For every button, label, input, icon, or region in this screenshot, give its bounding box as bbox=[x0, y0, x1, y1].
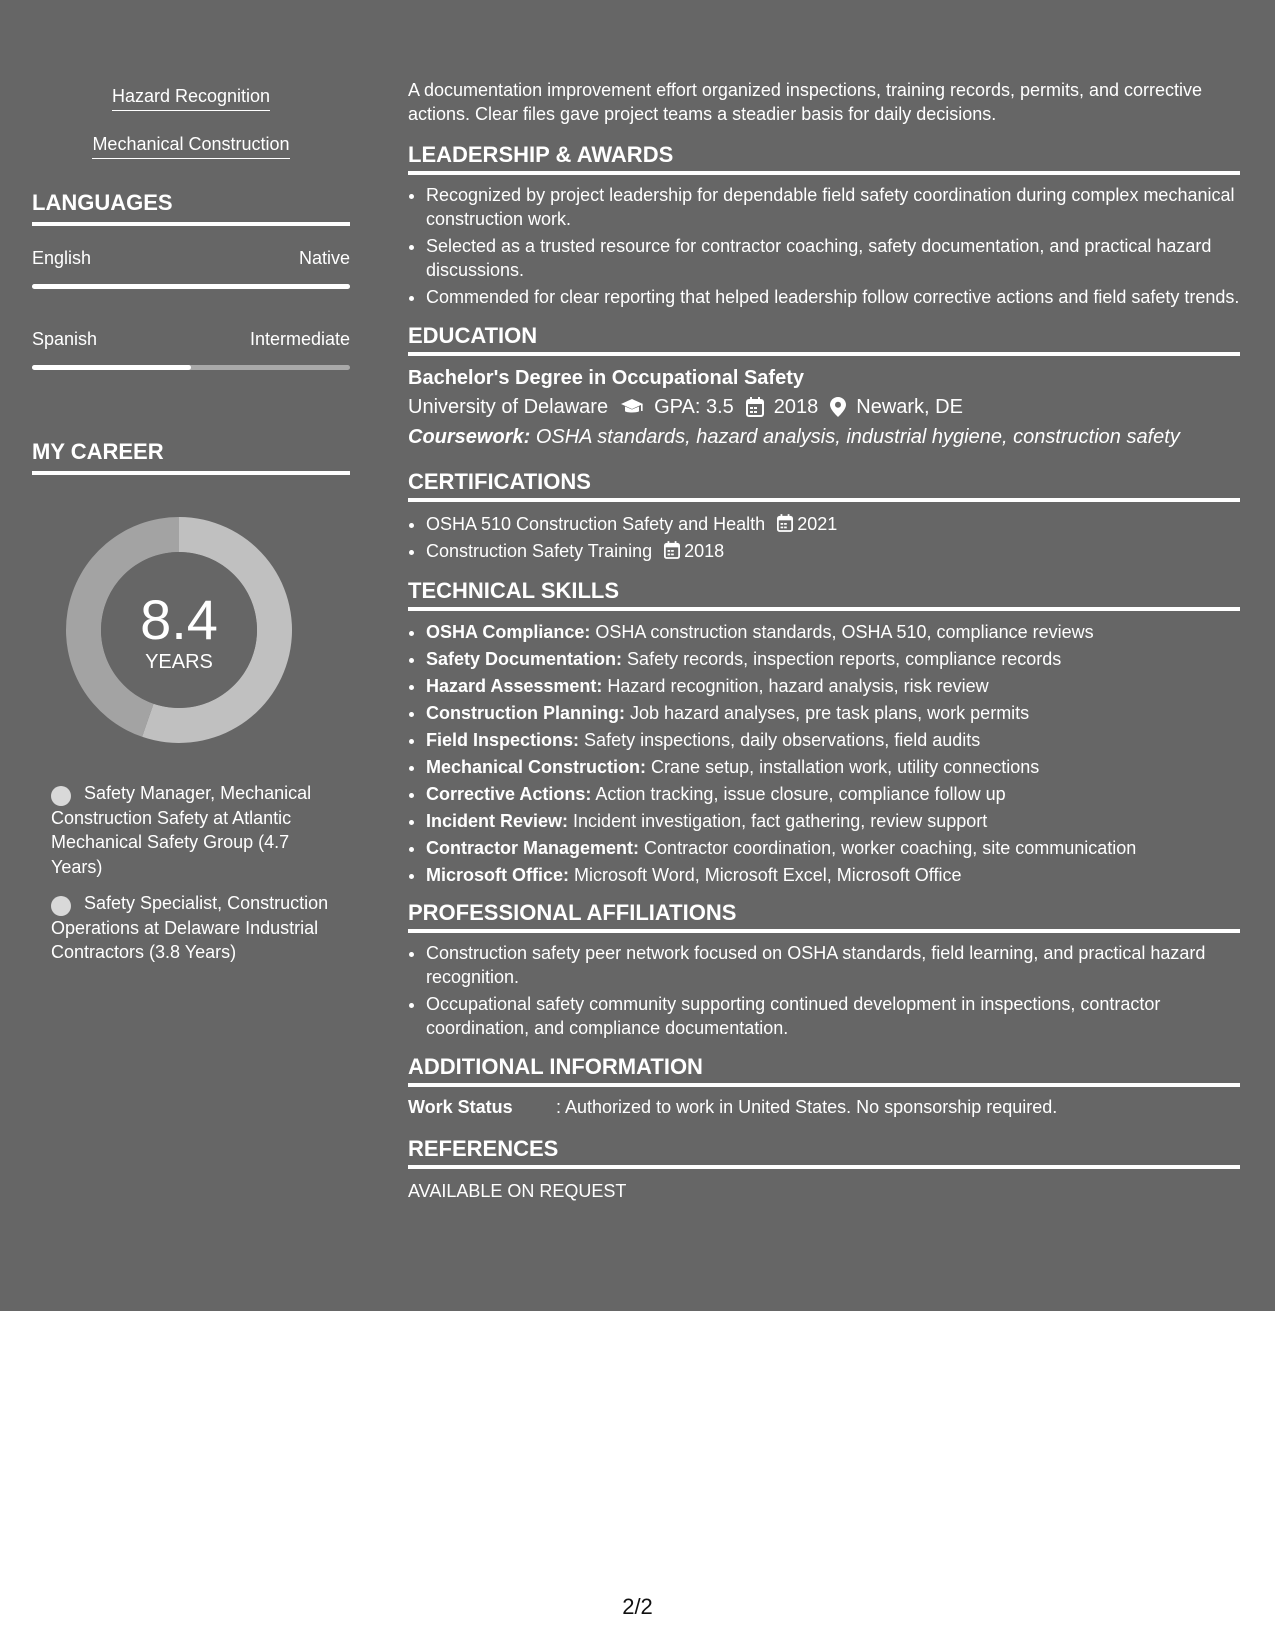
skill-value: OSHA construction standards, OSHA 510, compliance reviews bbox=[595, 622, 1094, 642]
affiliation-item: • Construction safety peer network focused on OSHA standards, field learning, and practical hazard recognition. bbox=[426, 941, 1240, 989]
skill-label: Construction Planning: bbox=[426, 703, 625, 723]
language-proficiency-fill bbox=[32, 284, 350, 289]
skill-label: Incident Review: bbox=[426, 811, 569, 831]
leadership-item: • Selected as a trusted resource for contractor coaching, safety documentation, and practical hazard discussions. bbox=[426, 234, 1240, 282]
education-school: University of Delaware bbox=[408, 396, 609, 418]
section-title: PROFESSIONAL AFFILIATIONS bbox=[408, 899, 1240, 933]
education-location: Newark, DE bbox=[856, 396, 963, 418]
leadership-item: • Recognized by project leadership for dependable field safety coordination during complex mechanical construction work. bbox=[426, 183, 1240, 231]
language-item bbox=[32, 327, 350, 370]
skill-label: Microsoft Office: bbox=[426, 865, 570, 885]
skill-tag: Mechanical Construction bbox=[92, 132, 289, 159]
skill-value: Safety inspections, daily observations, field audits bbox=[584, 730, 981, 750]
work-status-row bbox=[408, 1095, 1240, 1119]
leadership-item: • Commended for clear reporting that helped leadership follow corrective actions and field safety trends. bbox=[426, 285, 1240, 309]
references-section bbox=[408, 1135, 1240, 1203]
certification-item bbox=[426, 539, 1240, 563]
skills-tags bbox=[32, 84, 350, 159]
calendar-icon bbox=[664, 541, 680, 559]
skill-item bbox=[426, 782, 1240, 806]
career-years-value: 8.4 bbox=[140, 588, 218, 651]
career-item-text: Safety Specialist, Construction Operations at Delaware Industrial Contractors (3.8 Years) bbox=[51, 893, 329, 962]
skill-label: OSHA Compliance: bbox=[426, 622, 591, 642]
affiliations-section bbox=[408, 899, 1240, 1040]
skill-label: Mechanical Construction: bbox=[426, 757, 647, 777]
skill-label: Field Inspections: bbox=[426, 730, 580, 750]
coursework-label: Coursework: bbox=[408, 426, 531, 448]
skill-value: Contractor coordination, worker coaching, site communication bbox=[644, 838, 1137, 858]
language-proficiency-fill bbox=[32, 365, 191, 370]
additional-info-section bbox=[408, 1053, 1240, 1119]
section-title: REFERENCES bbox=[408, 1135, 1240, 1169]
skill-item bbox=[426, 809, 1240, 833]
summary-text: A documentation improvement effort organized inspections, training records, permits, and corrective actions. Clear files gave project teams a steadier basis for daily decisions. bbox=[408, 80, 1203, 124]
skill-label: Hazard Assessment: bbox=[426, 676, 603, 696]
skill-tag: Hazard Recognition bbox=[112, 84, 270, 111]
career-years-unit: YEARS bbox=[145, 651, 213, 673]
education-details bbox=[408, 392, 1240, 422]
skill-value: Action tracking, issue closure, compliance follow up bbox=[595, 784, 1006, 804]
skill-label: Corrective Actions: bbox=[426, 784, 592, 804]
skill-value: Job hazard analyses, pre task plans, work permits bbox=[630, 703, 1030, 723]
career-heading: MY CAREER bbox=[32, 438, 350, 475]
section-title: LEADERSHIP & AWARDS bbox=[408, 141, 1240, 175]
language-proficiency-bar bbox=[32, 365, 350, 370]
skill-item bbox=[426, 755, 1240, 779]
section-title: CERTIFICATIONS bbox=[408, 468, 1240, 502]
language-item bbox=[32, 246, 350, 289]
section-title: TECHNICAL SKILLS bbox=[408, 577, 1240, 611]
education-year: 2018 bbox=[773, 396, 819, 418]
education-degree: Bachelor's Degree in Occupational Safety bbox=[408, 367, 804, 389]
section-title: ADDITIONAL INFORMATION bbox=[408, 1053, 1240, 1087]
leadership-section bbox=[408, 141, 1240, 309]
skill-item bbox=[426, 620, 1240, 644]
language-name: Spanish bbox=[32, 329, 98, 349]
languages-heading: LANGUAGES bbox=[32, 189, 350, 226]
graduation-cap-icon bbox=[620, 398, 644, 416]
language-level: Native bbox=[298, 248, 350, 268]
calendar-icon bbox=[746, 397, 764, 417]
references-text: AVAILABLE ON REQUEST bbox=[408, 1181, 627, 1201]
language-level: Intermediate bbox=[249, 329, 350, 349]
certification-year: 2021 bbox=[797, 514, 838, 534]
section-title: EDUCATION bbox=[408, 322, 1240, 356]
skill-item bbox=[426, 728, 1240, 752]
language-proficiency-bar bbox=[32, 284, 350, 289]
career-dot-icon bbox=[51, 896, 71, 916]
work-status-label: Work Status bbox=[408, 1097, 513, 1117]
skill-value: Microsoft Word, Microsoft Excel, Microsoft Office bbox=[574, 865, 962, 885]
certifications-section bbox=[408, 468, 1240, 563]
certification-name: Construction Safety Training bbox=[426, 541, 653, 561]
main-content bbox=[408, 78, 1240, 1203]
skill-label: Safety Documentation: bbox=[426, 649, 623, 669]
career-dot-icon bbox=[51, 786, 71, 806]
career-list bbox=[32, 781, 350, 965]
career-section bbox=[32, 438, 350, 965]
sidebar bbox=[32, 84, 350, 977]
skill-value: Crane setup, installation work, utility connections bbox=[651, 757, 1040, 777]
career-donut-chart bbox=[66, 517, 292, 743]
education-coursework bbox=[408, 422, 1240, 452]
career-item-text: Safety Manager, Mechanical Construction Safety at Atlantic Mechanical Safety Group (4.7 Years) bbox=[51, 783, 312, 877]
location-pin-icon bbox=[830, 397, 846, 417]
technical-skills-section bbox=[408, 577, 1240, 887]
certification-name: OSHA 510 Construction Safety and Health bbox=[426, 514, 766, 534]
calendar-icon bbox=[777, 514, 793, 532]
skill-item bbox=[426, 836, 1240, 860]
education-gpa: GPA: 3.5 bbox=[654, 396, 734, 418]
skill-value: Incident investigation, fact gathering, review support bbox=[573, 811, 988, 831]
certification-item bbox=[426, 512, 1240, 536]
certification-year: 2018 bbox=[684, 541, 725, 561]
languages-section bbox=[32, 189, 350, 370]
skill-value: Hazard recognition, hazard analysis, risk review bbox=[607, 676, 989, 696]
education-section bbox=[408, 322, 1240, 452]
skill-label: Contractor Management: bbox=[426, 838, 640, 858]
skill-item bbox=[426, 863, 1240, 887]
language-name: English bbox=[32, 248, 92, 268]
page-number: 2/2 bbox=[622, 1594, 653, 1619]
skill-item bbox=[426, 647, 1240, 671]
coursework-text: OSHA standards, hazard analysis, industrial hygiene, construction safety bbox=[535, 426, 1180, 448]
skill-item bbox=[426, 674, 1240, 698]
affiliation-item: • Occupational safety community supporting continued development in inspections, contractor coordination, and compliance documentation. bbox=[426, 992, 1240, 1040]
work-status-value: : Authorized to work in United States. No sponsorship required. bbox=[556, 1097, 1058, 1117]
skill-value: Safety records, inspection reports, compliance records bbox=[627, 649, 1062, 669]
skill-item bbox=[426, 701, 1240, 725]
career-item bbox=[32, 891, 331, 965]
career-item bbox=[32, 781, 331, 879]
